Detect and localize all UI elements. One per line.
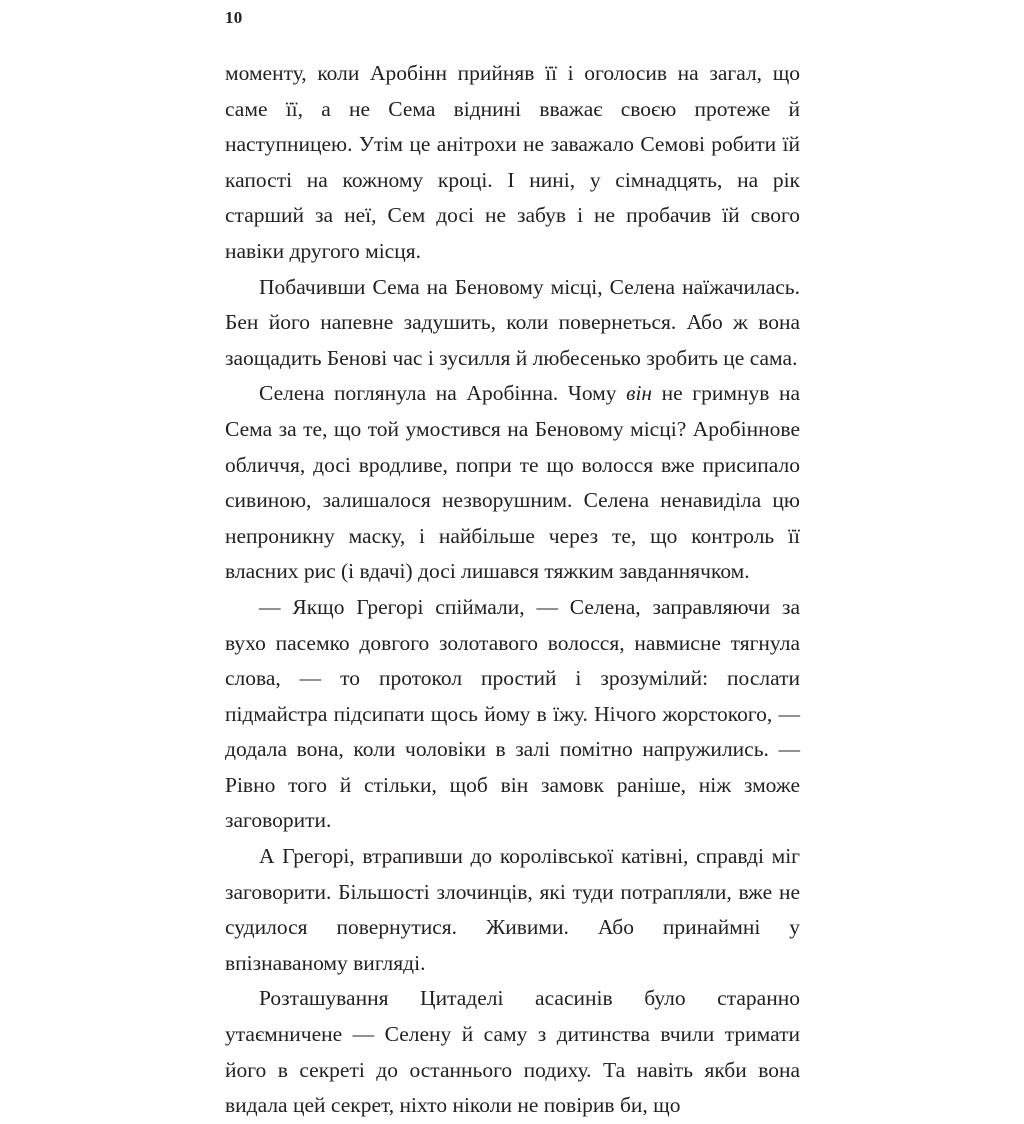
paragraph-text-before-italic: Селена поглянула на Аробінна. Чому bbox=[259, 381, 627, 406]
paragraph-text-after-italic: не гримнув на Сема за те, що той умостився на Беновому місці? Аробіннове обличчя, досі вродливе, попри те що волосся вже присипало сивиною, залишалося незворушним. Селена ненавиділа цю непроникну маску, і найбільше через те, що контроль її власних рис (і вдачі) досі лишався тяжким завданнячком. bbox=[225, 381, 800, 584]
body-text bbox=[225, 56, 800, 1124]
paragraph: Розташування Цитаделі асасинів було старанно утаємничене — Селену й саму з дитинства вчили тримати його в секреті до останнього подиху. Та навіть якби вона видала цей секрет, ніхто ніколи не повірив би, що bbox=[225, 986, 800, 1118]
paragraph-emphasis: він bbox=[626, 381, 653, 406]
page-number: 10 bbox=[225, 8, 243, 27]
paragraph bbox=[225, 376, 800, 590]
paragraph: А Грегорі, втрапивши до королівської катівні, справді міг заговорити. Більшості злочинців, які туди потрапляли, вже не судилося повернутися. Живими. Або принаймні у впізнаваному вигляді. bbox=[225, 844, 800, 975]
paragraph: — Якщо Грегорі спіймали, — Селена, заправляючи за вухо пасемко довгого золотавого волосся, навмисне тягнула слова, — то протокол простий і зрозумілий: послати підмайстра підсипати щось йому в їжу. Нічого жорстокого, — додала вона, коли чоловіки в залі помітно напружились. — Рівно того й стільки, щоб він замовк раніше, ніж зможе заговорити. bbox=[225, 594, 800, 833]
paragraph: моменту, коли Аробінн прийняв її і оголосив на загал, що саме її, а не Сема віднині вважає своєю протеже й наступницею. Утім це анітрохи не заважало Семові робити їй капості на кожному кроці. І нині, у сімнадцять, на рік старший за неї, Сем досі не забув і не пробачив їй свого навіки другого місця. bbox=[225, 61, 800, 263]
paragraph: Побачивши Сема на Беновому місці, Селена наїжачилась. Бен його напевне задушить, коли повернеться. Або ж вона заощадить Бенові час і зусилля й любесенько зробить це сама. bbox=[225, 274, 800, 370]
